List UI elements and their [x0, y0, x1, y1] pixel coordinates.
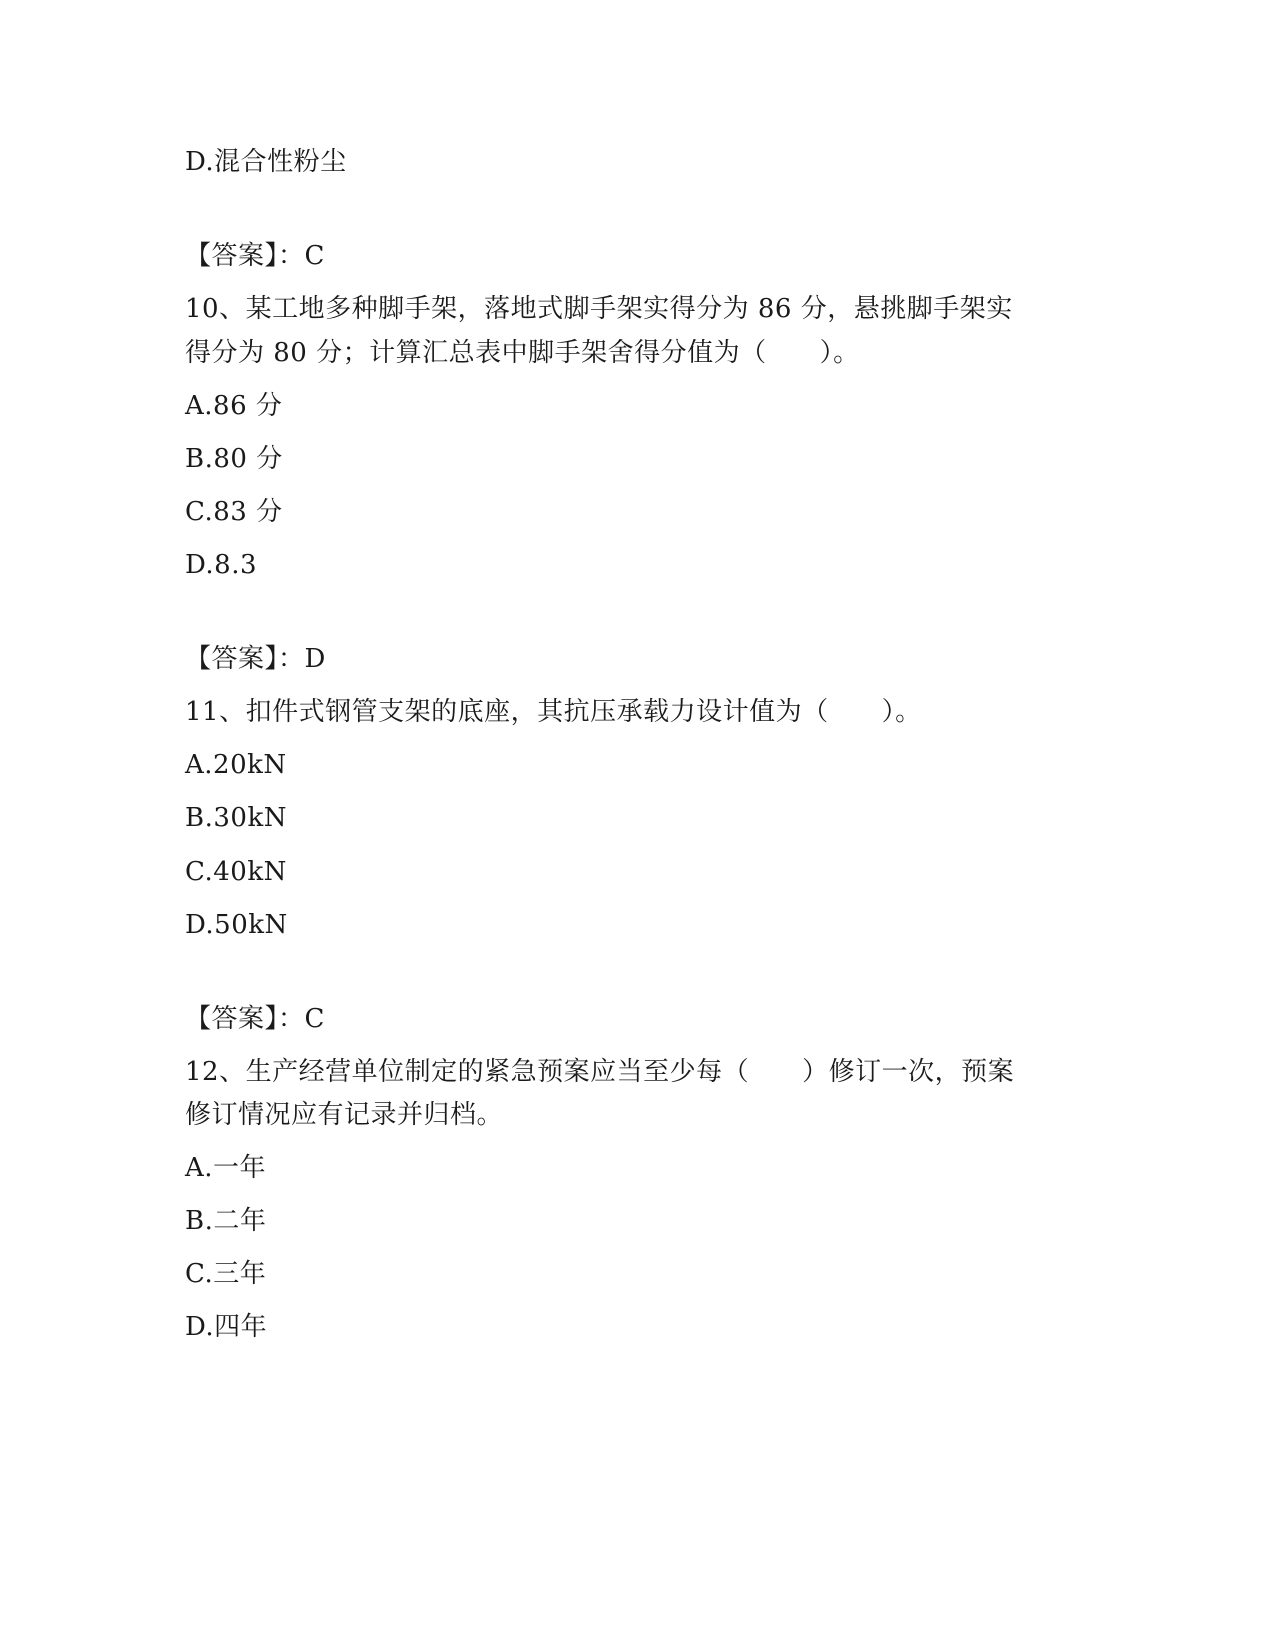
q12-option-c: C.三年 [185, 1259, 267, 1289]
prev-answer: 【答案】：C [185, 241, 325, 271]
q11-text-line1: 11、扣件式钢管支架的底座，其抗压承载力设计值为（ ）。 [185, 697, 922, 727]
q12-option-b: B.二年 [185, 1206, 267, 1236]
q11-option-c: C.40kN [185, 857, 287, 887]
q10-answer: 【答案】：D [185, 644, 326, 674]
q12-option-d: D.四年 [185, 1312, 268, 1342]
q10-option-c: C.83 分 [185, 497, 283, 527]
q10-option-d: D.8.3 [185, 550, 258, 580]
q10-text-line1: 10、某工地多种脚手架，落地式脚手架实得分为 86 分，悬挑脚手架实 [185, 294, 1013, 324]
q11-option-a: A.20kN [185, 750, 287, 780]
prev-option-d: D.混合性粉尘 [185, 147, 347, 177]
q11-option-d: D.50kN [185, 910, 288, 940]
q12-text-line1: 12、生产经营单位制定的紧急预案应当至少每（ ）修订一次，预案 [185, 1057, 1015, 1087]
q11-option-b: B.30kN [185, 803, 287, 833]
q10-option-a: A.86 分 [185, 391, 283, 421]
q10-text-line2: 得分为 80 分；计算汇总表中脚手架舍得分值为（ ）。 [185, 338, 860, 368]
q12-text-line2: 修订情况应有记录并归档。 [185, 1100, 504, 1130]
q10-option-b: B.80 分 [185, 444, 283, 474]
q12-option-a: A.一年 [185, 1153, 267, 1183]
q11-answer: 【答案】：C [185, 1004, 325, 1034]
